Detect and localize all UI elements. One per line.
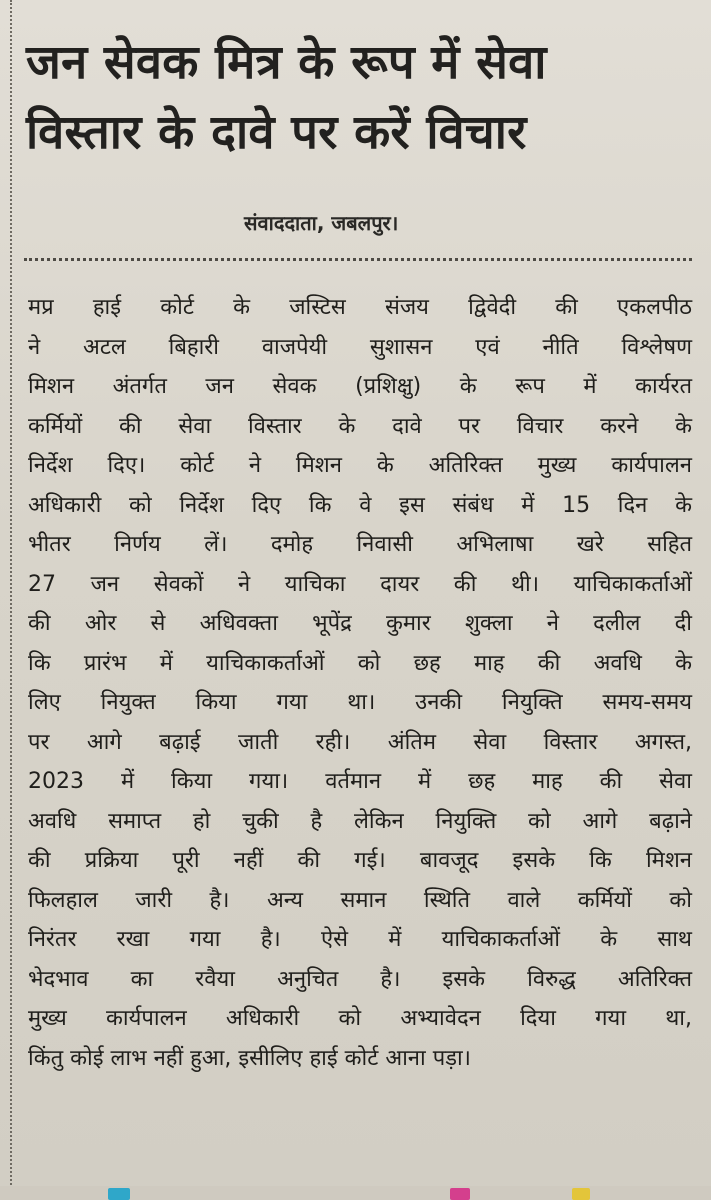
article-headline	[26, 28, 696, 168]
yellow-print-mark	[572, 1188, 590, 1200]
body-line: लिए नियुक्त किया गया था। उनकी नियुक्ति समय-समय	[28, 690, 692, 715]
body-line: मप्र हाई कोर्ट के जस्टिस संजय द्विवेदी की एकलपीठ	[28, 295, 692, 320]
body-line: किंतु कोई लाभ नहीं हुआ, इसीलिए हाई कोर्ट आना पड़ा।	[28, 1045, 472, 1071]
body-line: कि प्रारंभ में याचिकाकर्ताओं को छह माह की अवधि के	[28, 650, 692, 676]
dotted-divider	[24, 258, 692, 261]
body-line: ने अटल बिहारी वाजपेयी सुशासन एवं नीति विश्लेषण	[28, 334, 692, 360]
body-line: निर्देश दिए। कोर्ट ने मिशन के अतिरिक्त मुख्य कार्यपालन	[28, 453, 692, 478]
body-line: की ओर से अधिवक्ता भूपेंद्र कुमार शुक्ला ने दलील दी	[28, 611, 692, 636]
body-line: भेदभाव का रवैया अनुचित है। इसके विरुद्ध अतिरिक्त	[28, 966, 692, 992]
body-line: अवधि समाप्त हो चुकी है लेकिन नियुक्ति को आगे बढ़ाने	[28, 808, 692, 834]
cyan-print-mark	[108, 1188, 130, 1200]
body-line: निरंतर रखा गया है। ऐसे में याचिकाकर्ताओं के साथ	[28, 927, 692, 952]
body-line: 27 जन सेवकों ने याचिका दायर की थी। याचिकाकर्ताओं	[28, 571, 692, 597]
body-line: भीतर निर्णय लें। दमोह निवासी अभिलाषा खरे सहित	[28, 532, 692, 557]
body-line: फिलहाल जारी है। अन्य समान स्थिति वाले कर्मियों को	[28, 887, 692, 913]
headline-line-1: जन सेवक मित्र के रूप में सेवा	[26, 35, 547, 90]
body-line: पर आगे बढ़ाई जाती रही। अंतिम सेवा विस्तार अगस्त,	[28, 729, 692, 755]
article-byline: संवाददाता, जबलपुर।	[244, 211, 399, 235]
magenta-print-mark	[450, 1188, 470, 1200]
article-body	[28, 288, 692, 1078]
body-line: अधिकारी को निर्देश दिए कि वे इस संबंध में 15 दिन के	[28, 492, 692, 518]
body-line: की प्रक्रिया पूरी नहीं की गई। बावजूद इसके कि मिशन	[28, 848, 692, 873]
body-line: मिशन अंतर्गत जन सेवक (प्रशिक्षु) के रूप में कार्यरत	[28, 374, 692, 399]
body-line: मुख्य कार्यपालन अधिकारी को अभ्यावेदन दिया गया था,	[28, 1006, 692, 1031]
body-line: 2023 में किया गया। वर्तमान में छह माह की सेवा	[28, 769, 692, 794]
page-bottom-edge	[0, 1186, 711, 1200]
column-rule	[10, 0, 12, 1200]
headline-line-2: विस्तार के दावे पर करें विचार	[26, 105, 527, 160]
body-line: कर्मियों की सेवा विस्तार के दावे पर विचार करने के	[28, 413, 692, 439]
